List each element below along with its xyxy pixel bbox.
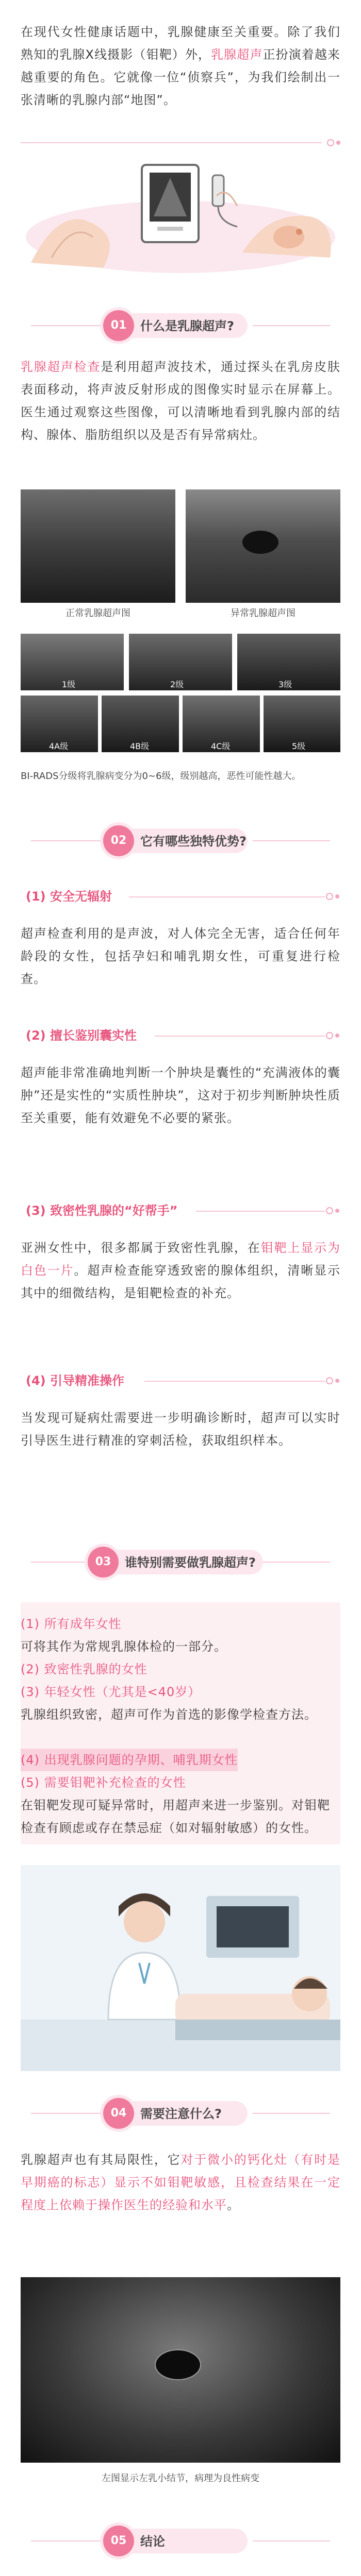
section-heading-05 [21,2524,340,2557]
section-title: 需要注意什么? [140,2107,222,2121]
panel-label: 2级 [170,680,184,689]
who-item: (4) 出现乳腺问题的孕期、哺乳期女性 [21,1749,238,1771]
advantage-text-2: 超声能非常准确地判断一个肿块是囊性的“充满液体的囊肿”还是实性的“实质性肿块”，这对于初步判断肿块性质至关重要，能有效避免不必要的紧张。 [21,1065,340,1125]
birads-image-4 [21,696,98,752]
section-number-badge: 05 [103,2526,134,2556]
intro-paragraph [21,21,340,111]
s1-text: 是利用超声波技术，通过探头在乳房皮肤表面移动，将声波反射形成的图像实时显示在屏幕上。医生通过观察这些图像，可以清晰地看到乳腺内部的结构、腺体、脂肪组织以及是否有异常病灶。 [21,360,341,442]
panel-label: 1级 [62,680,76,689]
who-item: (3) 年轻女性（尤其是<40岁） [21,1685,201,1699]
s4-highlight: 对于微小的钙化灶（有时是早期癌的标志）显示不如钼靶敏感，且检查结果在一定程度上依赖于操作医生的经验和水平 [21,2153,341,2212]
who-item: (2) 致密性乳腺的女性 [21,1662,147,1676]
advantage-heading-2 [21,1025,340,1046]
who-note: 乳腺组织致密，超声可作为首选的影像学检查方法。 [21,1707,317,1722]
section-heading-01 [21,309,340,342]
section-number-badge: 01 [103,310,134,341]
ultrasound-illustration [21,155,340,278]
s4-text-a: 乳腺超声也有其局限性，它 [21,2153,181,2167]
panel-label: 5级 [292,741,306,751]
advantage-text-4: 当发现可疑病灶需要进一步明确诊断时，超声可以实时引导医生进行精准的穿刺活检，获取组织样本。 [21,1411,340,1448]
nodule-caption: 左图显示左乳小结节，病理为良性病变 [102,2473,259,2484]
who-note: 在钼靶发现可疑异常时，用超声来进一步鉴别。对钼靶检查有顾虑或存在禁忌症（如对辐射敏感）的女性。 [21,1798,330,1835]
section-heading-02 [21,824,340,857]
birads-image-7 [264,696,340,752]
panel-label: 4A级 [49,741,69,751]
birads-image-2 [129,634,232,690]
advantage-heading-1 [21,886,340,907]
birads-image-6 [183,696,260,752]
advantage-highlight: 钼靶上显示为白色一片 [21,1241,341,1278]
advantage-label: (2) 擅长鉴别囊实性 [26,1028,137,1043]
who-item: (5) 需要钼靶补充检查的女性 [21,1775,186,1790]
section-heading-03 [21,1546,340,1579]
section-number-badge: 03 [88,1547,119,1578]
s1-highlight: 乳腺超声检查 [21,360,101,374]
section-title: 结论 [140,2534,165,2549]
advantage-text-3a: 亚洲女性中，很多都属于致密性乳腺，在 [21,1241,261,1255]
intro-divider [21,139,340,146]
advantage-text-1: 超声检查利用的是声波，对人体完全无害，适合任何年龄段的女性，包括孕妇和哺乳期女性，可重复进行检查。 [21,926,340,986]
abnormal-image-caption: 异常乳腺超声图 [231,608,296,619]
advantage-heading-3 [21,1200,340,1221]
panel-label: 4C级 [211,741,231,751]
section-title: 它有哪些独特优势? [140,834,247,849]
who-note: 可将其作为常规乳腺体检的一部分。 [21,1639,227,1654]
abnormal-ultrasound-image [186,489,340,603]
who-item: (1) 所有成年女性 [21,1617,122,1631]
intro-text-1: 在现代女性健康话题中，乳腺健康至关重要。除了我们熟知的乳腺X线摄影（钼靶）外， [21,25,340,62]
normal-ultrasound-image [21,489,175,603]
s4-text-b: 。 [227,2198,240,2212]
advantage-label: (1) 安全无辐射 [26,889,112,904]
advantage-text-3 [21,1236,340,1304]
section-number-badge: 02 [103,825,134,856]
section-number-badge: 04 [103,2098,134,2129]
birads-image-5 [102,696,179,752]
section-title: 什么是乳腺超声? [140,319,234,333]
section-title: 谁特别需要做乳腺超声? [125,1555,256,1570]
birads-grid [21,634,340,762]
birads-caption: BI-RADS分级将乳腺病变分为0~6级，级别越高，恶性可能性越大。 [21,771,301,782]
intro-highlight: 乳腺超声 [211,47,263,62]
advantage-text-3b: 。超声检查能穿透致密的腺体组织，清晰显示其中的细微结构，是钼靶检查的补充。 [21,1263,341,1300]
s1-paragraph [21,355,340,446]
s4-paragraph [21,2148,340,2216]
advantage-label: (4) 引导精准操作 [26,1374,124,1388]
panel-label: 4B级 [130,741,150,751]
intro-text-2: 正扮演着越来越重要的角色。它就像一位“侦察兵”，为我们绘制出一张清晰的乳腺内部“地图”。 [21,47,341,107]
normal-image-caption: 正常乳腺超声图 [65,608,130,619]
panel-label: 3级 [278,680,292,689]
section-heading-04 [21,2097,340,2130]
advantage-heading-4 [21,1370,340,1391]
nodule-ultrasound-image [21,2277,340,2463]
birads-image-3 [237,634,340,690]
advantage-label: (3) 致密性乳腺的“好帮手” [26,1204,178,1218]
doctor-patient-illustration [21,1865,340,2071]
birads-image-1 [21,634,124,690]
